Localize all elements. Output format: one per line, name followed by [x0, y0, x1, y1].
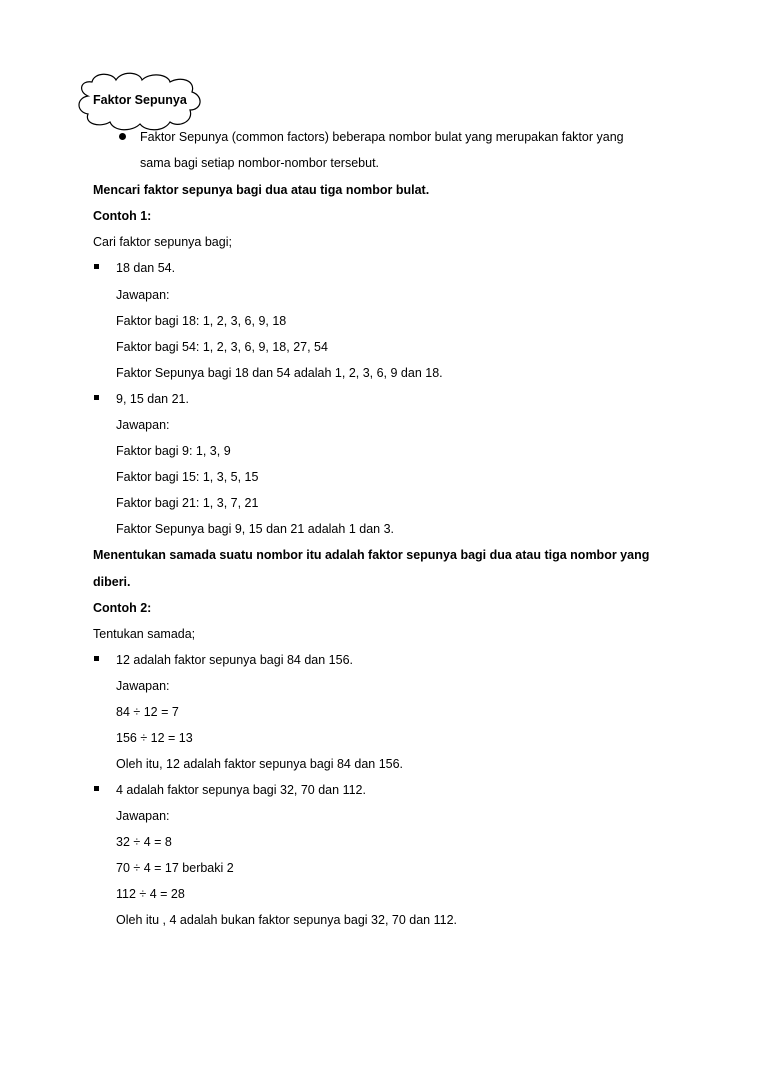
- question-1b: 9, 15 dan 21.: [116, 392, 189, 406]
- section2-heading-line-2: diberi.: [93, 575, 131, 589]
- answer-line: 112 ÷ 4 = 28: [116, 887, 185, 901]
- section1-heading: Mencari faktor sepunya bagi dua atau tiga nombor bulat.: [93, 183, 430, 197]
- question-1a: 18 dan 54.: [116, 261, 176, 275]
- answer-line: Faktor bagi 54: 1, 2, 3, 6, 9, 18, 27, 54: [116, 340, 328, 354]
- question-2b: 4 adalah faktor sepunya bagi 32, 70 dan 112.: [116, 783, 366, 797]
- answer-line: 70 ÷ 4 = 17 berbaki 2: [116, 861, 234, 875]
- answer-line: Oleh itu, 12 adalah faktor sepunya bagi 84 dan 156.: [116, 757, 404, 771]
- page-title: Faktor Sepunya: [93, 93, 187, 107]
- definition-line-2: sama bagi setiap nombor-nombor tersebut.: [140, 156, 380, 170]
- answer-line: Faktor Sepunya bagi 9, 15 dan 21 adalah 1 dan 3.: [116, 522, 394, 536]
- question-2a: 12 adalah faktor sepunya bagi 84 dan 156.: [116, 653, 353, 667]
- square-bullet-icon: [94, 264, 99, 269]
- answer-line: Faktor Sepunya bagi 18 dan 54 adalah 1, 2, 3, 6, 9 dan 18.: [116, 366, 443, 380]
- section1-instruction: Cari faktor sepunya bagi;: [93, 235, 232, 249]
- bullet-icon: [119, 133, 126, 140]
- answer-label: Jawapan:: [116, 288, 170, 302]
- square-bullet-icon: [94, 395, 99, 400]
- answer-label: Jawapan:: [116, 679, 170, 693]
- answer-label: Jawapan:: [116, 809, 170, 823]
- answer-line: 156 ÷ 12 = 13: [116, 731, 193, 745]
- answer-label: Jawapan:: [116, 418, 170, 432]
- square-bullet-icon: [94, 656, 99, 661]
- answer-line: Faktor bagi 9: 1, 3, 9: [116, 444, 231, 458]
- definition-line-1: Faktor Sepunya (common factors) beberapa nombor bulat yang merupakan faktor yang: [140, 130, 624, 144]
- answer-line: Faktor bagi 18: 1, 2, 3, 6, 9, 18: [116, 314, 287, 328]
- answer-line: 84 ÷ 12 = 7: [116, 705, 179, 719]
- answer-line: 32 ÷ 4 = 8: [116, 835, 172, 849]
- section2-example-label: Contoh 2:: [93, 601, 152, 615]
- section2-heading-line-1: Menentukan samada suatu nombor itu adalah faktor sepunya bagi dua atau tiga nombor yang: [93, 548, 650, 562]
- answer-line: Faktor bagi 15: 1, 3, 5, 15: [116, 470, 259, 484]
- section1-example-label: Contoh 1:: [93, 209, 152, 223]
- square-bullet-icon: [94, 786, 99, 791]
- answer-line: Oleh itu , 4 adalah bukan faktor sepunya bagi 32, 70 dan 112.: [116, 913, 457, 927]
- section2-instruction: Tentukan samada;: [93, 627, 196, 641]
- answer-line: Faktor bagi 21: 1, 3, 7, 21: [116, 496, 259, 510]
